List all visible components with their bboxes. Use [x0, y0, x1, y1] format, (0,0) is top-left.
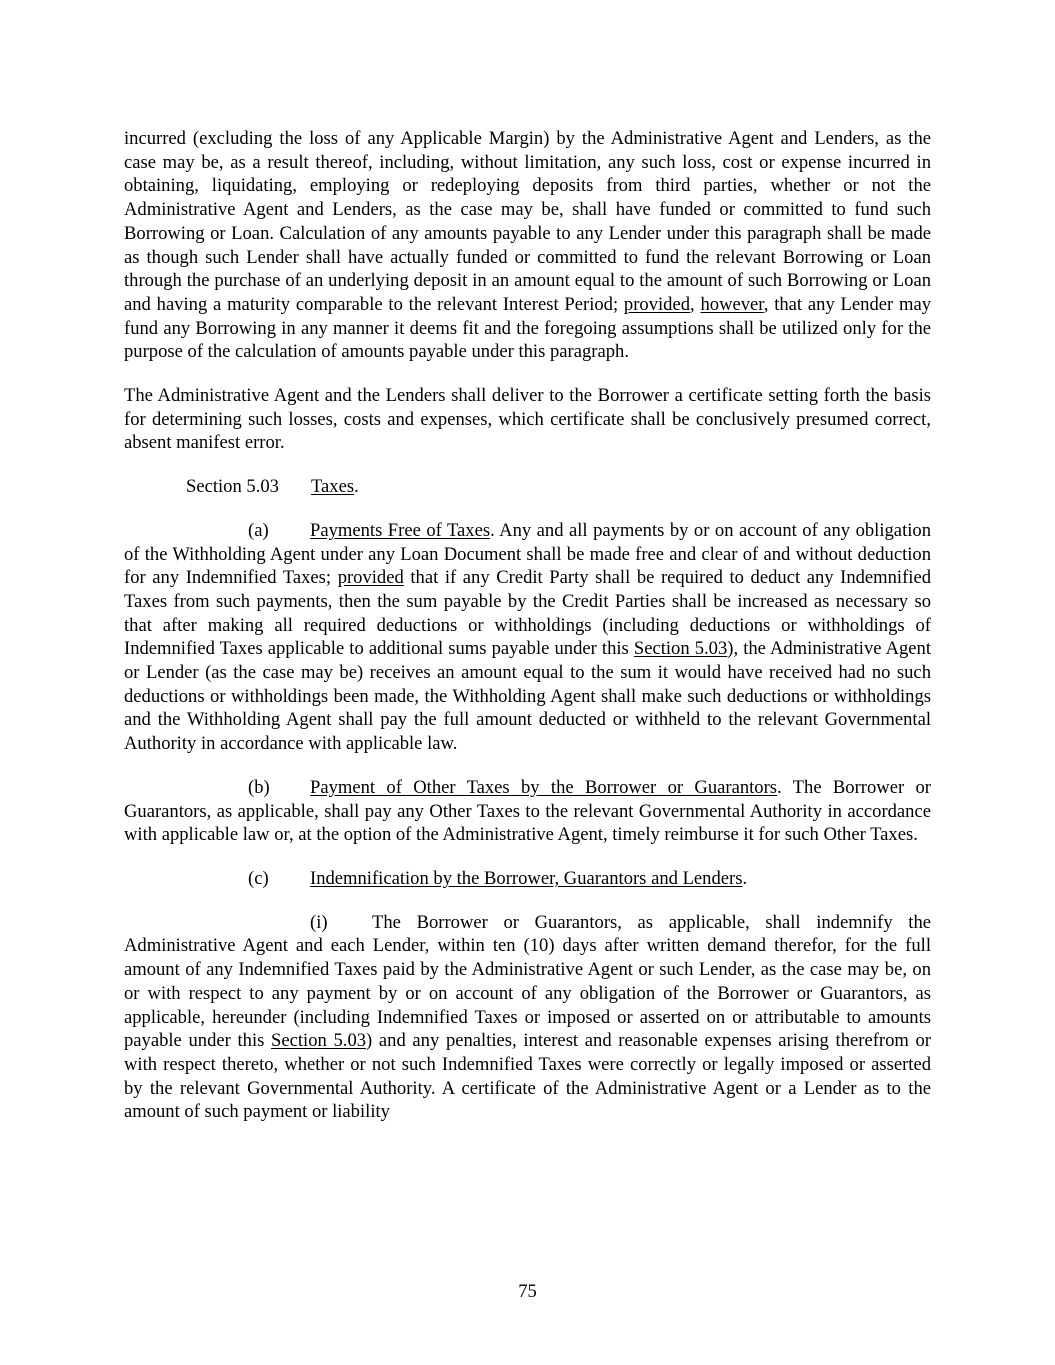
section-reference: Section 5.03: [633, 638, 728, 660]
section-number: Section 5.03: [186, 476, 279, 498]
text-run: ,: [690, 293, 701, 315]
text-run: . Any and all payments by or on account of any obligation of the Withholding Agent under any Loan Document shall be made free and clear of and without deduction for any Indemnified Taxes;: [124, 519, 931, 589]
section-title: Taxes: [311, 476, 355, 498]
defined-term-provided: provided: [623, 293, 691, 315]
text-run: .: [742, 867, 748, 889]
text-run: The Borrower or Guarantors, as applicable, shall indemnify the Administrative Agent and each Lender, within ten (10) days after written demand therefor, for the full amount of any Indemnified Taxes paid by the Administrative Agent or such Lender, as the case may be, on or with respect to any payment by or on account of any obligation of the Borrower or Guarantors, as applicable, hereunder (including Indemnified Taxes or imposed or asserted on or attributable to amounts payable under this: [124, 911, 931, 1052]
text-run: ), the Administrative Agent or Lender (as the case may be) receives an amount equal to the sum it would have received had no such deductions or withholdings been made, the Withholding Agent shall make such deductions or withholdings and the Withholding Agent shall pay the full amount deducted or withheld to the relevant Governmental Authority in accordance with applicable law.: [124, 638, 932, 755]
paragraph-a: [124, 519, 931, 756]
paragraph-c: [124, 867, 931, 891]
paragraph-label: (a): [248, 519, 269, 541]
paragraph-heading: Payments Free of Taxes: [310, 519, 491, 541]
text-run: .: [354, 476, 359, 498]
paragraph-c-i: [124, 911, 931, 1124]
paragraph-heading: Indemnification by the Borrower, Guarantors and Lenders: [310, 867, 743, 889]
certificate-paragraph: The Administrative Agent and the Lenders shall deliver to the Borrower a certificate setting forth the basis for determining such losses, costs and expenses, which certificate shall be conclusively presumed correct, absent manifest error.: [124, 385, 931, 454]
page-number: 75: [518, 1281, 537, 1302]
text-run: incurred (excluding the loss of any Applicable Margin) by the Administrative Agent and Lenders, as the case may be, as a result thereof, including, without limitation, any such loss, cost or expense incurred in obtaining, liquidating, employing or redeploying deposits from third parties, whether or not the Administrative Agent and Lenders, as the case may be, shall have funded or committed to fund such Borrowing or Loan. Calculation of any amounts payable to any Lender under this paragraph shall be made as though such Lender shall have actually funded or committed to fund the relevant Borrowing or Loan through the purchase of an underlying deposit in an amount equal to the amount of such Borrowing or Loan and having a maturity comparable to the relevant Interest Period;: [124, 128, 931, 315]
paragraph-label: (c): [248, 867, 269, 889]
defined-term-provided: provided: [337, 567, 404, 589]
paragraph-label: (b): [248, 776, 270, 798]
section-heading: [186, 475, 931, 499]
text-run: . The Borrower or Guarantors, as applicable, shall pay any Other Taxes to the relevant Governmental Authority in accordance with applicable law or, at the option of the Administrative Agent, timely reimburse it for such Other Taxes.: [124, 776, 931, 846]
section-reference: Section 5.03: [271, 1030, 367, 1052]
defined-term-however: however: [700, 293, 764, 315]
text-run: that if any Credit Party shall be required to deduct any Indemnified Taxes from such payments, then the sum payable by the Credit Parties shall be increased as necessary so that after making all required deductions or withholdings (including deductions or withholdings of Indemnified Taxes applicable to additional sums payable under this: [124, 567, 932, 660]
continuation-paragraph: [124, 127, 931, 364]
paragraph-b: [124, 776, 931, 847]
text-run: ) and any penalties, interest and reasonable expenses arising therefrom or with respect thereto, whether or not such Indemnified Taxes were correctly or legally imposed or asserted by the relevant Governmental Authority. A certificate of the Administrative Agent or a Lender as to the amount of such payment or liability: [124, 1030, 931, 1123]
document-page: [124, 127, 931, 1144]
paragraph-label: (i): [310, 911, 328, 933]
text-run: , that any Lender may fund any Borrowing in any manner it deems fit and the foregoing assumptions shall be utilized only for the purpose of the calculation of amounts payable under this paragraph.: [124, 293, 931, 363]
paragraph-heading: Payment of Other Taxes by the Borrower or Guarantors: [310, 776, 778, 798]
